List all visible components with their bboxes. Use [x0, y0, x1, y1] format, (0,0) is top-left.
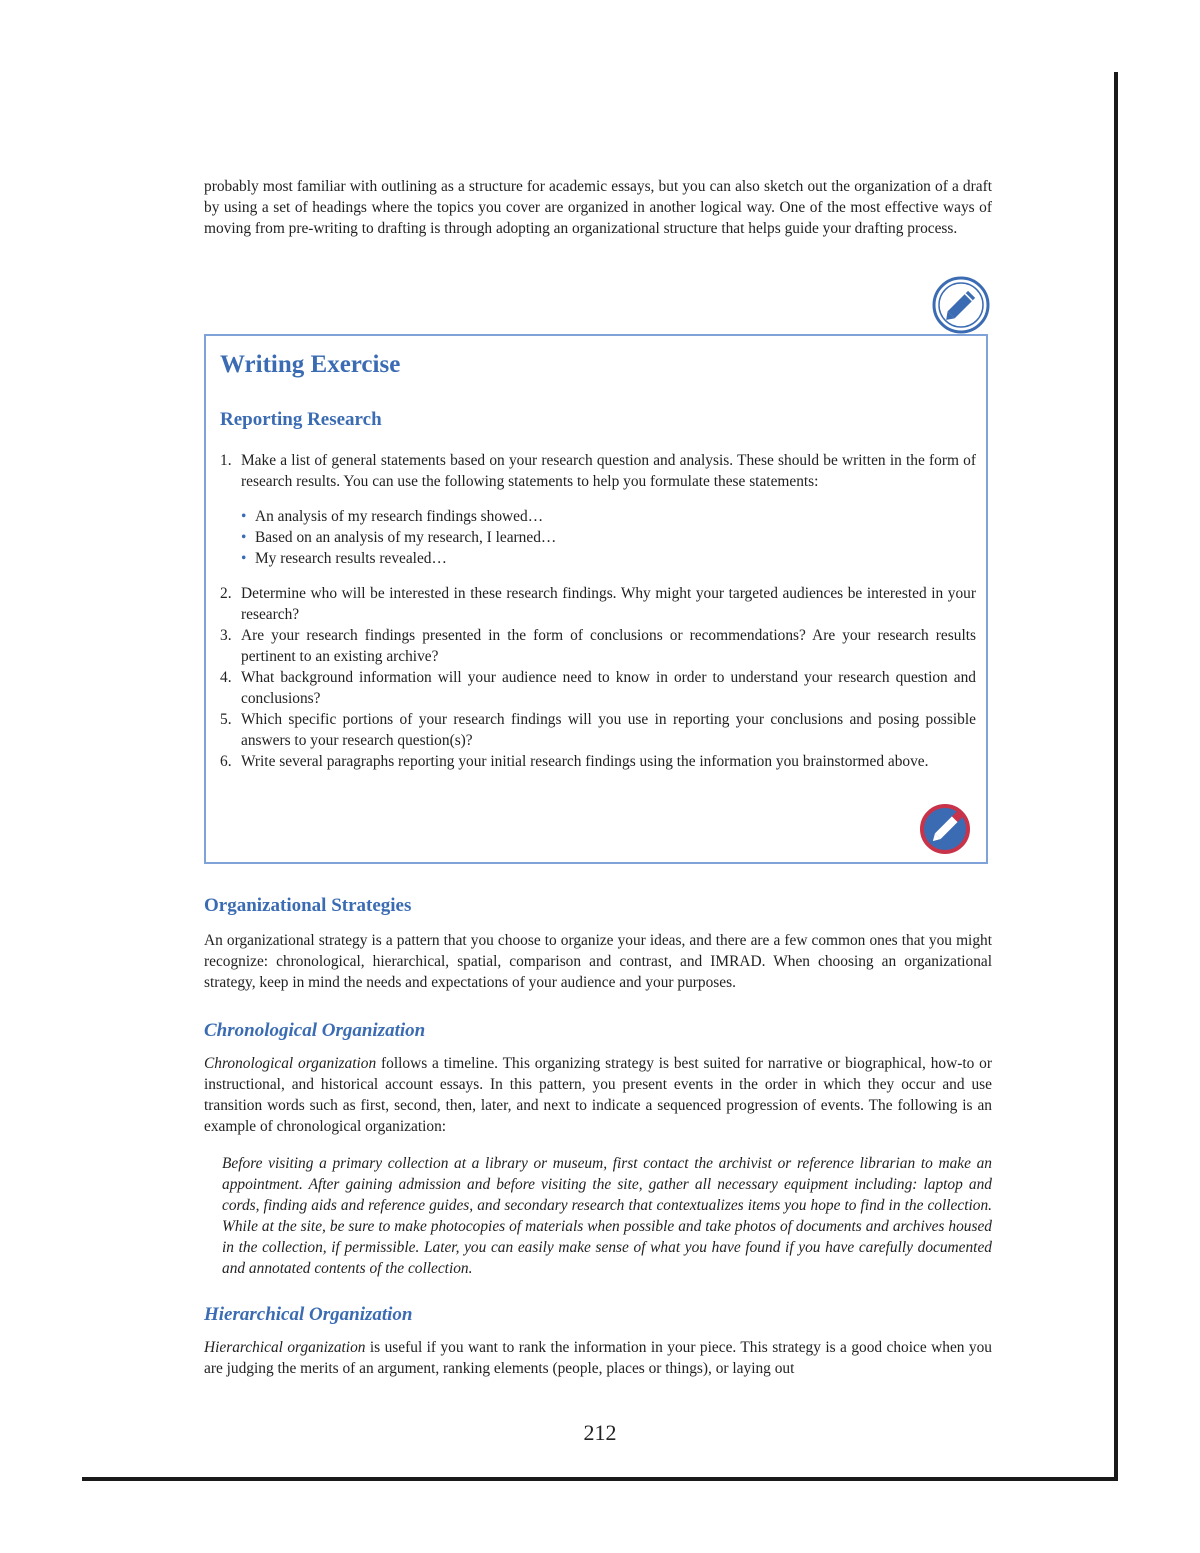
- exercise-step: [220, 625, 976, 667]
- prompt-text: An analysis of my research findings showed…: [255, 508, 544, 525]
- exercise-step: [220, 751, 976, 772]
- page-edge-bottom: [82, 1477, 1118, 1481]
- hierarchical-term: Hierarchical organization: [204, 1339, 366, 1356]
- chronological-term: Chronological organization: [204, 1055, 377, 1072]
- hierarchical-heading: Hierarchical Organization: [204, 1304, 413, 1325]
- pencil-icon: [932, 276, 990, 334]
- exercise-steps: [220, 450, 976, 772]
- org-strategies-heading: Organizational Strategies: [204, 895, 412, 916]
- exercise-title: Writing Exercise: [220, 351, 401, 378]
- step-number: 1.: [220, 452, 232, 469]
- chronological-heading: Chronological Organization: [204, 1020, 426, 1041]
- prompt-item: [241, 527, 976, 548]
- page-number: 212: [583, 1420, 617, 1445]
- step-number: 2.: [220, 585, 232, 602]
- org-strategies-paragraph: An organizational strategy is a pattern that you choose to organize your ideas, and there are a few common ones that you might recognize: chronological, hierarchical, spatial, comparison and contrast, and IMRAD. When choosing an organizational strategy, keep in mind the needs and expectations of your audience and your purposes.: [204, 932, 992, 991]
- writing-exercise-box: [204, 334, 988, 864]
- bullet-icon: •: [241, 550, 247, 567]
- step-text: Make a list of general statements based on your research question and analysis. These should be written in the form of research results. You can use the following statements to help you formulate these statements:: [241, 452, 976, 490]
- chronological-example: Before visiting a primary collection at a library or museum, first contact the archivist or reference librarian to make an appointment. After gaining admission and before visiting the site, gather all necessary equipment including: laptop and cords, finding aids and reference guides, and secondary research that contextualizes items you hope to find in the collection. While at the site, be sure to make photocopies of materials when possible and take photos of documents and archives housed in the collection, if permissible. Later, you can easily make sense of what you have found if you have carefully documented and annotated contents of the collection.: [222, 1155, 992, 1277]
- exercise-step: [220, 709, 976, 751]
- prompt-item: [241, 548, 976, 569]
- bullet-icon: •: [241, 508, 247, 525]
- page-content: [204, 176, 992, 259]
- hierarchical-paragraph: [204, 1337, 992, 1379]
- exercise-step: [220, 450, 976, 569]
- prompt-text: My research results revealed…: [255, 550, 447, 567]
- step-text: Are your research findings presented in the form of conclusions or recommendations? Are your research results pertinent to an existing archive?: [241, 627, 976, 665]
- step-text: Which specific portions of your research findings will you use in reporting your conclusions and posing possible answers to your research question(s)?: [241, 711, 976, 749]
- step-number: 4.: [220, 669, 232, 686]
- exercise-step: [220, 583, 976, 625]
- step-text: Determine who will be interested in these research findings. Why might your targeted audiences be interested in your research?: [241, 585, 976, 623]
- step-number: 6.: [220, 753, 232, 770]
- bullet-icon: •: [241, 529, 247, 546]
- prompt-item: [241, 506, 976, 527]
- exercise-step: [220, 667, 976, 709]
- intro-paragraph: probably most familiar with outlining as a structure for academic essays, but you can also sketch out the organization of a draft by using a set of headings where the topics you cover are organized in another logical way. One of the most effective ways of moving from pre-writing to drafting is through adopting an organizational structure that helps guide your drafting process.: [204, 178, 992, 237]
- step-text: What background information will your audience need to know in order to understand your research question and conclusions?: [241, 669, 976, 707]
- step-number: 3.: [220, 627, 232, 644]
- hierarchical-text: is useful if you want to rank the information in your piece. This strategy is a good choice when you are judging the merits of an argument, ranking elements (people, places or things), or laying out: [204, 1339, 992, 1377]
- prompt-text: Based on an analysis of my research, I learned…: [255, 529, 557, 546]
- step-text: Write several paragraphs reporting your initial research findings using the information you brainstormed above.: [241, 753, 929, 770]
- main-text: [204, 894, 992, 1379]
- edit-pencil-icon: [918, 800, 976, 854]
- step-number: 5.: [220, 711, 232, 728]
- chronological-text: follows a timeline. This organizing strategy is best suited for narrative or biographical, how-to or instructional, and historical account essays. In this pattern, you present events in the order in which they occur and use transition words such as first, second, then, later, and next to indicate a sequenced progression of events. The following is an example of chronological organization:: [204, 1055, 992, 1135]
- prompt-list: [241, 506, 976, 569]
- exercise-subtitle: Reporting Research: [220, 409, 382, 430]
- chronological-paragraph: [204, 1053, 992, 1137]
- page-edge-right: [1114, 72, 1118, 1481]
